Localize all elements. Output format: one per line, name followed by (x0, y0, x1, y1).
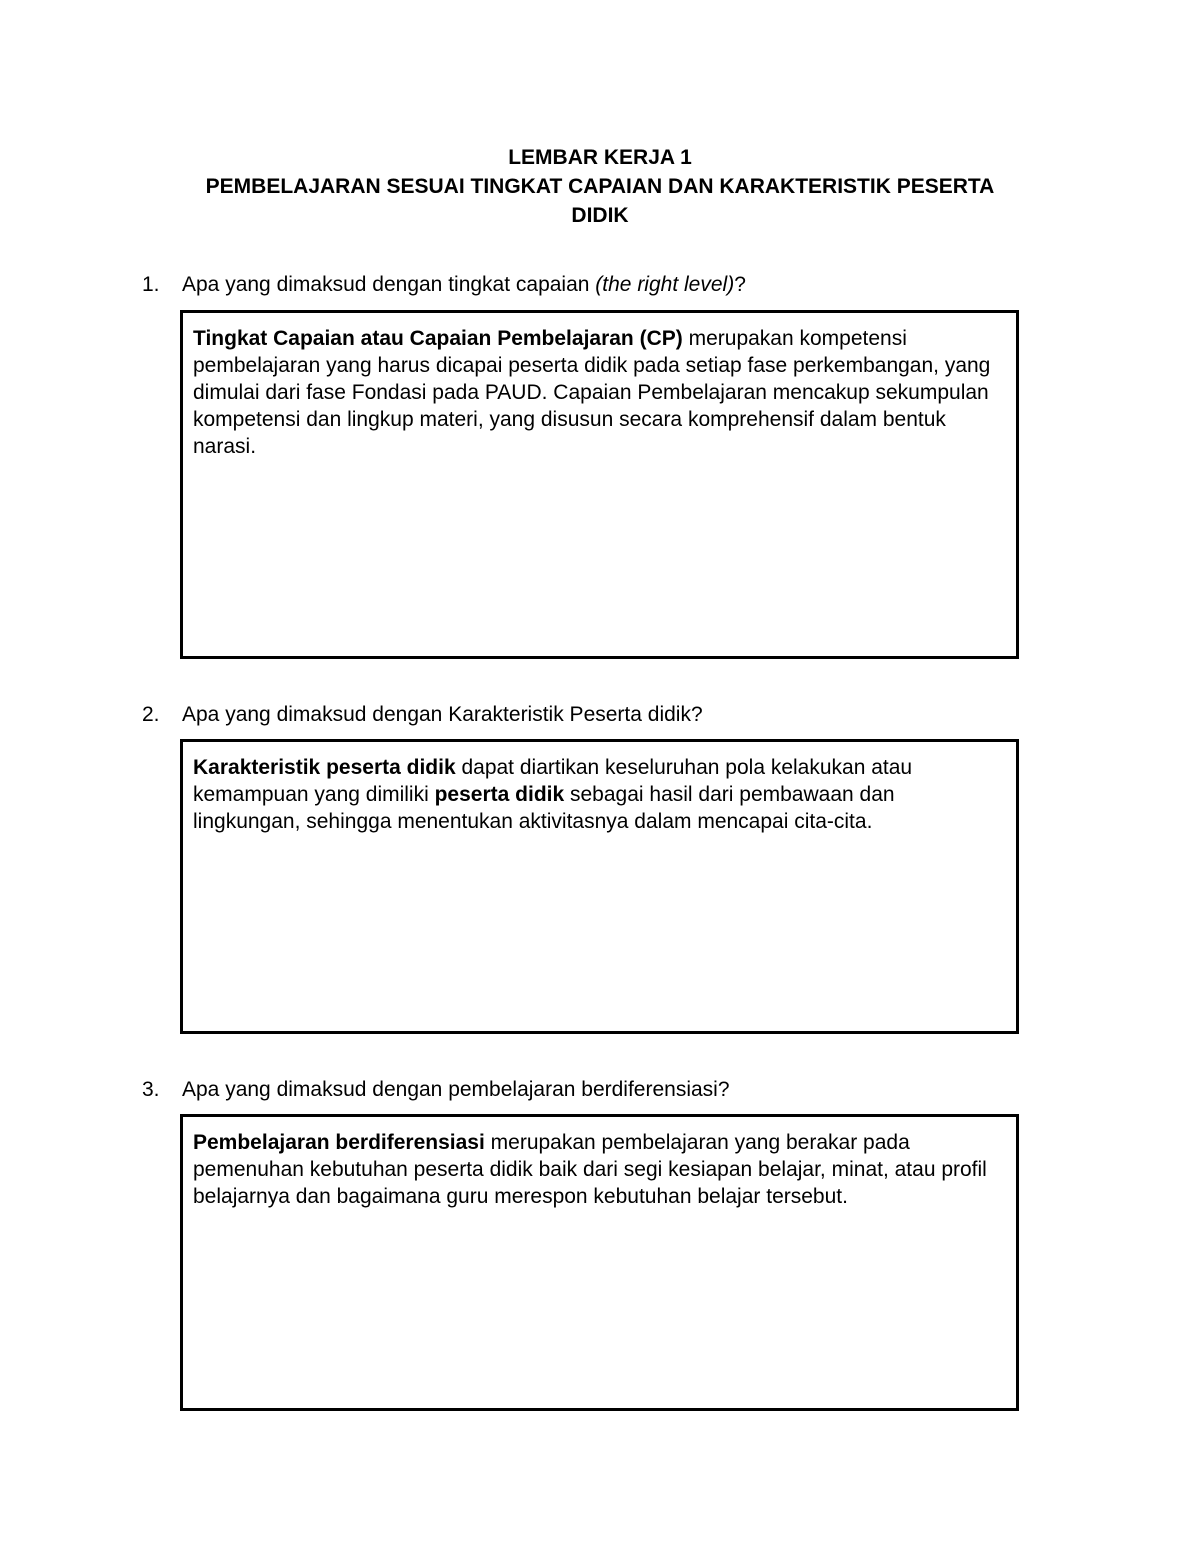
question-3 (142, 1076, 730, 1103)
question-2 (142, 701, 703, 728)
question-number: 1. (142, 273, 160, 296)
answer-bold-term: Karakteristik peserta didik (193, 756, 456, 779)
answer-text: merupakan kompetensi pembelajaran yang harus dicapai peserta didik pada setiap fase perkembangan, yang dimulai dari fase Fondasi pada PAUD. Capaian Pembelajaran mencakup sekumpulan kompetensi dan lingkup materi, yang disusun secara komprehensif dalam bentuk narasi. (193, 327, 991, 458)
worksheet-title (100, 143, 1100, 230)
question-text: Apa yang dimaksud dengan pembelajaran berdiferensiasi? (182, 1078, 730, 1101)
answer-text-2: sebagai hasil dari pembawaan dan lingkungan, sehingga menentukan aktivitasnya dalam mencapai cita-cita. (193, 783, 895, 833)
question-text: Apa yang dimaksud dengan Karakteristik Peserta didik? (182, 703, 703, 726)
answer-bold-term-2: peserta didik (434, 783, 565, 806)
title-line-1: LEMBAR KERJA 1 (508, 146, 692, 169)
answer-bold-term: Tingkat Capaian atau Capaian Pembelajaran (CP) (193, 327, 683, 350)
answer-bold-term: Pembelajaran berdiferensiasi (193, 1131, 485, 1154)
answer-box-3[interactable] (180, 1114, 1019, 1411)
question-text-end: ? (734, 273, 746, 296)
question-1 (142, 271, 746, 298)
question-text: Apa yang dimaksud dengan tingkat capaian (182, 273, 596, 296)
title-line-2: PEMBELAJARAN SESUAI TINGKAT CAPAIAN DAN KARAKTERISTIK PESERTA (205, 175, 995, 198)
answer-text: dapat diartikan keseluruhan pola kelakukan atau kemampuan yang dimiliki (193, 756, 913, 806)
question-text-italic: (the right level) (595, 273, 735, 296)
question-number: 2. (142, 703, 160, 726)
answer-box-1[interactable] (180, 310, 1019, 659)
question-number: 3. (142, 1078, 160, 1101)
answer-text: merupakan pembelajaran yang berakar pada pemenuhan kebutuhan peserta didik baik dari segi kesiapan belajar, minat, atau profil belajarnya dan bagaimana guru merespon kebutuhan belajar tersebut. (193, 1131, 987, 1208)
answer-box-2[interactable] (180, 739, 1019, 1034)
title-line-3: DIDIK (571, 204, 629, 227)
